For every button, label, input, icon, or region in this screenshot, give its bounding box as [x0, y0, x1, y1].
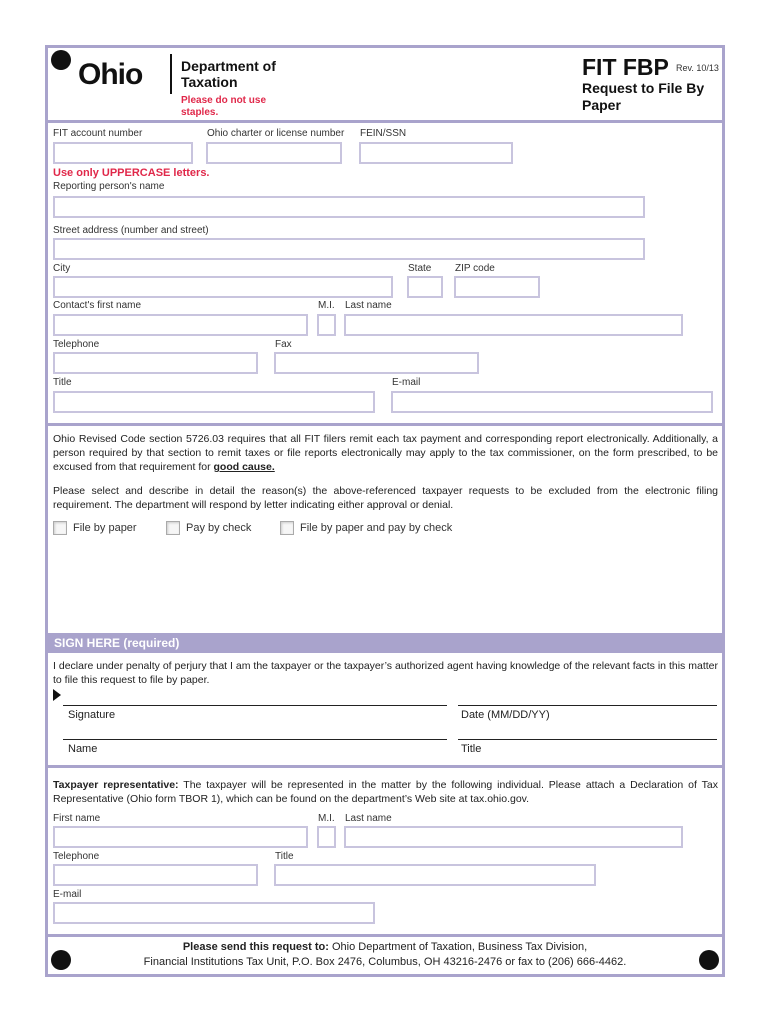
option-file-by-paper-label: File by paper [73, 522, 137, 534]
checkbox-both[interactable] [280, 521, 294, 535]
charter-field[interactable] [206, 142, 342, 164]
reporting-name-field[interactable] [53, 196, 645, 218]
representative-paragraph [53, 778, 718, 806]
fax-field[interactable] [274, 352, 479, 374]
mailing-lead: Please send this request to: [182, 941, 329, 953]
no-staples-notice: Please do not use staples. [181, 95, 267, 118]
form-title: Request to File By Paper [582, 80, 705, 113]
charter-label: Ohio charter or license number [207, 128, 345, 139]
representative-divider [45, 765, 725, 768]
city-field[interactable] [53, 276, 393, 298]
contact-first-label: Contact's first name [53, 300, 142, 311]
signature-label: Signature [68, 709, 116, 721]
reporting-name-label: Reporting person's name [53, 181, 165, 192]
option-pay-by-check[interactable] [166, 521, 251, 535]
fein-label: FEIN/SSN [360, 128, 407, 139]
statute-paragraph [53, 432, 718, 474]
registration-dot-icon [51, 50, 71, 70]
email-label: E-mail [392, 377, 421, 388]
rep-email-label: E-mail [53, 889, 82, 900]
title-label: Title [53, 377, 72, 388]
telephone-field[interactable] [53, 352, 258, 374]
ohio-logo: Ohio [78, 58, 143, 91]
email-field[interactable] [391, 391, 713, 413]
department-name: Department of Taxation [181, 58, 276, 90]
fit-account-field[interactable] [53, 142, 193, 164]
statute-text: Ohio Revised Code section 5726.03 requires that all FIT filers remit each tax payment and corresponding report electronically. Additionally, a person required by that section to remit taxes or file reports electronically may apply to the tax commissioner, on the form prescribed, to be excused from that requirement for [53, 433, 718, 473]
checkbox-pay-by-check[interactable] [166, 521, 180, 535]
fax-label: Fax [275, 339, 292, 350]
sign-title-label: Title [461, 743, 482, 755]
rep-email-field[interactable] [53, 902, 375, 924]
rep-first-name-field[interactable] [53, 826, 308, 848]
contact-first-field[interactable] [53, 314, 308, 336]
footer-divider [45, 934, 725, 937]
last-name-field[interactable] [344, 314, 683, 336]
signature-line[interactable] [63, 705, 447, 706]
title-field[interactable] [53, 391, 375, 413]
date-label: Date (MM/DD/YY) [461, 709, 550, 721]
rep-mi-field[interactable] [317, 826, 336, 848]
state-field[interactable] [407, 276, 443, 298]
last-name-label: Last name [345, 300, 392, 311]
sign-title-line[interactable] [458, 739, 717, 740]
declaration-text: I declare under penalty of perjury that I am the taxpayer or the taxpayer’s authorized agent having knowledge of the relevant facts in this matter to file this request to file by paper. [53, 660, 718, 686]
rep-last-name-field[interactable] [344, 826, 683, 848]
rep-first-name-label: First name [53, 813, 101, 824]
fein-field[interactable] [359, 142, 513, 164]
representative-heading: Taxpayer representative: [53, 779, 179, 791]
rep-title-field[interactable] [274, 864, 596, 886]
zip-field[interactable] [454, 276, 540, 298]
logo-divider [170, 54, 172, 94]
representative-text: The taxpayer will be represented in the matter by the following individual. Please attach a Declaration of Tax Representative (Ohio form TBOR 1), which can be found on the department’s Web site at tax.ohio.gov. [53, 779, 718, 805]
fit-account-label: FIT account number [53, 128, 143, 139]
rep-telephone-field[interactable] [53, 864, 258, 886]
form-code: FIT FBP [582, 54, 669, 80]
option-pay-by-check-label: Pay by check [186, 522, 252, 534]
section-divider [45, 423, 725, 426]
good-cause-emphasis: good cause. [213, 461, 275, 473]
rep-mi-label: M.I. [318, 813, 335, 824]
option-file-by-paper[interactable] [53, 521, 137, 535]
uppercase-warning: Use only UPPERCASE letters. [53, 167, 210, 179]
street-label: Street address (number and street) [53, 225, 209, 236]
street-field[interactable] [53, 238, 645, 260]
header-divider [45, 120, 725, 123]
mailing-instructions [48, 940, 722, 970]
option-both[interactable] [280, 521, 452, 535]
mailing-address-1: Ohio Department of Taxation, Business Tax Division, [332, 941, 588, 953]
mi-field[interactable] [317, 314, 336, 336]
rep-title-label: Title [275, 851, 294, 862]
instruction-paragraph: Please select and describe in detail the reason(s) the above-referenced taxpayer requests to be excluded from the electronic filing requirement. The department will respond by letter indicating either approval or denial. [53, 485, 718, 511]
date-line[interactable] [458, 705, 717, 706]
sign-here-heading: SIGN HERE (required) [54, 636, 180, 650]
name-label: Name [68, 743, 98, 755]
name-line[interactable] [63, 739, 447, 740]
revision-date: Rev. 10/13 [676, 63, 719, 73]
checkbox-file-by-paper[interactable] [53, 521, 67, 535]
sign-here-bar [48, 633, 722, 653]
zip-label: ZIP code [455, 263, 495, 274]
mailing-line-1 [48, 940, 722, 955]
rep-telephone-label: Telephone [53, 851, 100, 862]
option-both-label: File by paper and pay by check [300, 522, 453, 534]
sign-arrow-icon [53, 689, 61, 701]
mailing-address-2: Financial Institutions Tax Unit, P.O. Box 2476, Columbus, OH 43216-2476 or fax to (206) 666-4462. [143, 956, 627, 968]
telephone-label: Telephone [53, 339, 100, 350]
city-label: City [53, 263, 71, 274]
mi-label: M.I. [318, 300, 335, 311]
rep-last-name-label: Last name [345, 813, 392, 824]
state-label: State [408, 263, 432, 274]
